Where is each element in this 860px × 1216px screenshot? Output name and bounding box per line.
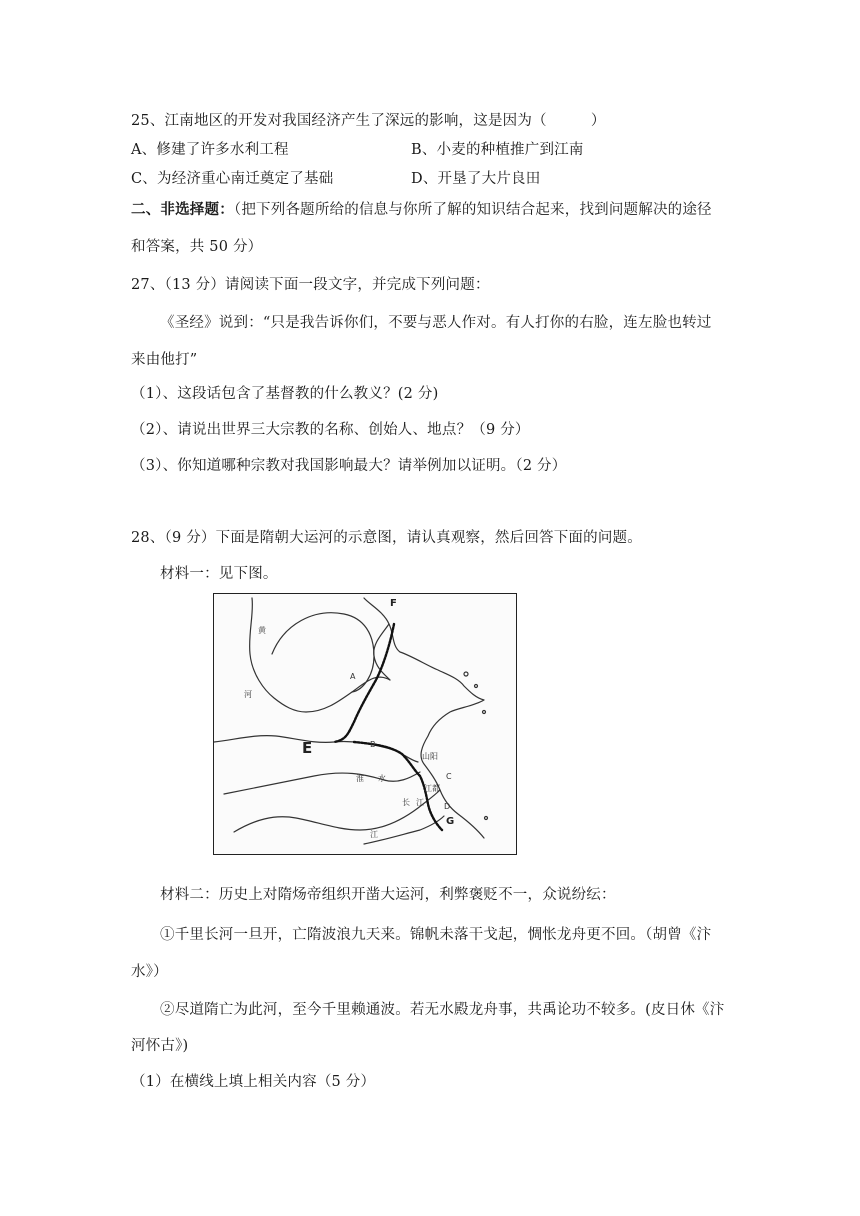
section2-intro-cont: 和答案，共 50 分） [131,239,263,255]
q25-stem: 25、江南地区的开发对我国经济产生了深远的影响，这是因为（ ） [131,113,606,129]
q28-material1: 材料一：见下图。 [160,566,278,582]
section2-intro: （把下列各题所给的信息与你所了解的知识结合起来，找到问题解决的途径 [233,202,712,218]
map-label-shanyang: 山阳 [422,752,438,761]
island-1 [464,672,468,676]
q28-stem: 28、（9 分）下面是隋朝大运河的示意图，请认真观察，然后回答下面的问题。 [131,530,642,546]
q25-option-c: C、为经济重心南迁奠定了基础 [131,171,334,187]
island-3 [483,711,486,714]
island-4 [485,817,488,820]
map-label-e: E [302,739,313,757]
q28-material2: 材料二：历史上对隋炀帝组织开凿大运河，利弊褒贬不一，众说纷纭： [160,887,616,903]
map-label-jiang-mid: 江 [416,798,424,807]
map-label-c: C [446,772,452,781]
q25-option-a: A、修建了许多水利工程 [131,142,289,158]
huai-river [224,772,420,794]
map-label-jiang-low: 江 [370,830,378,839]
q27-quote-line2: 来由他打” [131,352,198,368]
map-label-chang: 长 [402,798,410,807]
grand-canal-map [213,593,517,855]
map-label-b: B [370,740,376,749]
q25-option-d: D、开垦了大片良田 [411,171,541,187]
map-label-shui: 水 [378,774,386,783]
q28-poem1-line1: ①千里长河一旦开，亡隋波浪九天来。锦帆未落干戈起，惆怅龙舟更不回。（胡曾《汴 [160,927,712,943]
island-2 [475,685,478,688]
map-label-he: 河 [244,690,252,699]
map-label-a: A [350,672,356,681]
q25-option-b: B、小麦的种植推广到江南 [411,142,584,158]
yangtze-river [234,790,440,832]
map-label-huai: 淮 [356,774,364,783]
q27-sub2: （2）、请说出世界三大宗教的名称、创始人、地点？（9 分） [131,422,530,438]
q27-sub3: （3）、你知道哪种宗教对我国影响最大？请举例加以证明。（2 分） [131,458,567,474]
wei-river [214,736,418,762]
q27-quote-line1: 《圣经》说到：“只是我告诉你们，不要与恶人作对。有人打你的右脸，连左脸也转过 [160,315,712,331]
map-label-g: G [446,816,455,827]
q28-poem2-line2: 河怀古》) [131,1038,189,1054]
section2-heading: 二、非选择题： [131,201,234,218]
q27-stem: 27、（13 分）请阅读下面一段文字，并完成下列问题： [131,277,490,293]
map-label-huang: 黄 [258,626,266,635]
q27-sub1: （1）、这段话包含了基督教的什么教义？(2 分) [131,386,439,402]
q28-poem2-line1: ②尽道隋亡为此河，至今千里赖通波。若无水殿龙舟事，共禹论功不较多。(皮日休《汴 [160,1002,725,1018]
map-label-jiangdu: 江都 [424,784,440,793]
q28-sub1: （1）在横线上填上相关内容（5 分） [131,1074,376,1090]
map-label-f: F [390,598,397,609]
canal-route [334,624,442,830]
q28-poem1-line2: 水》） [131,964,168,980]
map-label-d: D [444,802,451,811]
section2-intro-line [131,200,712,220]
yellow-river-loop [272,613,374,692]
